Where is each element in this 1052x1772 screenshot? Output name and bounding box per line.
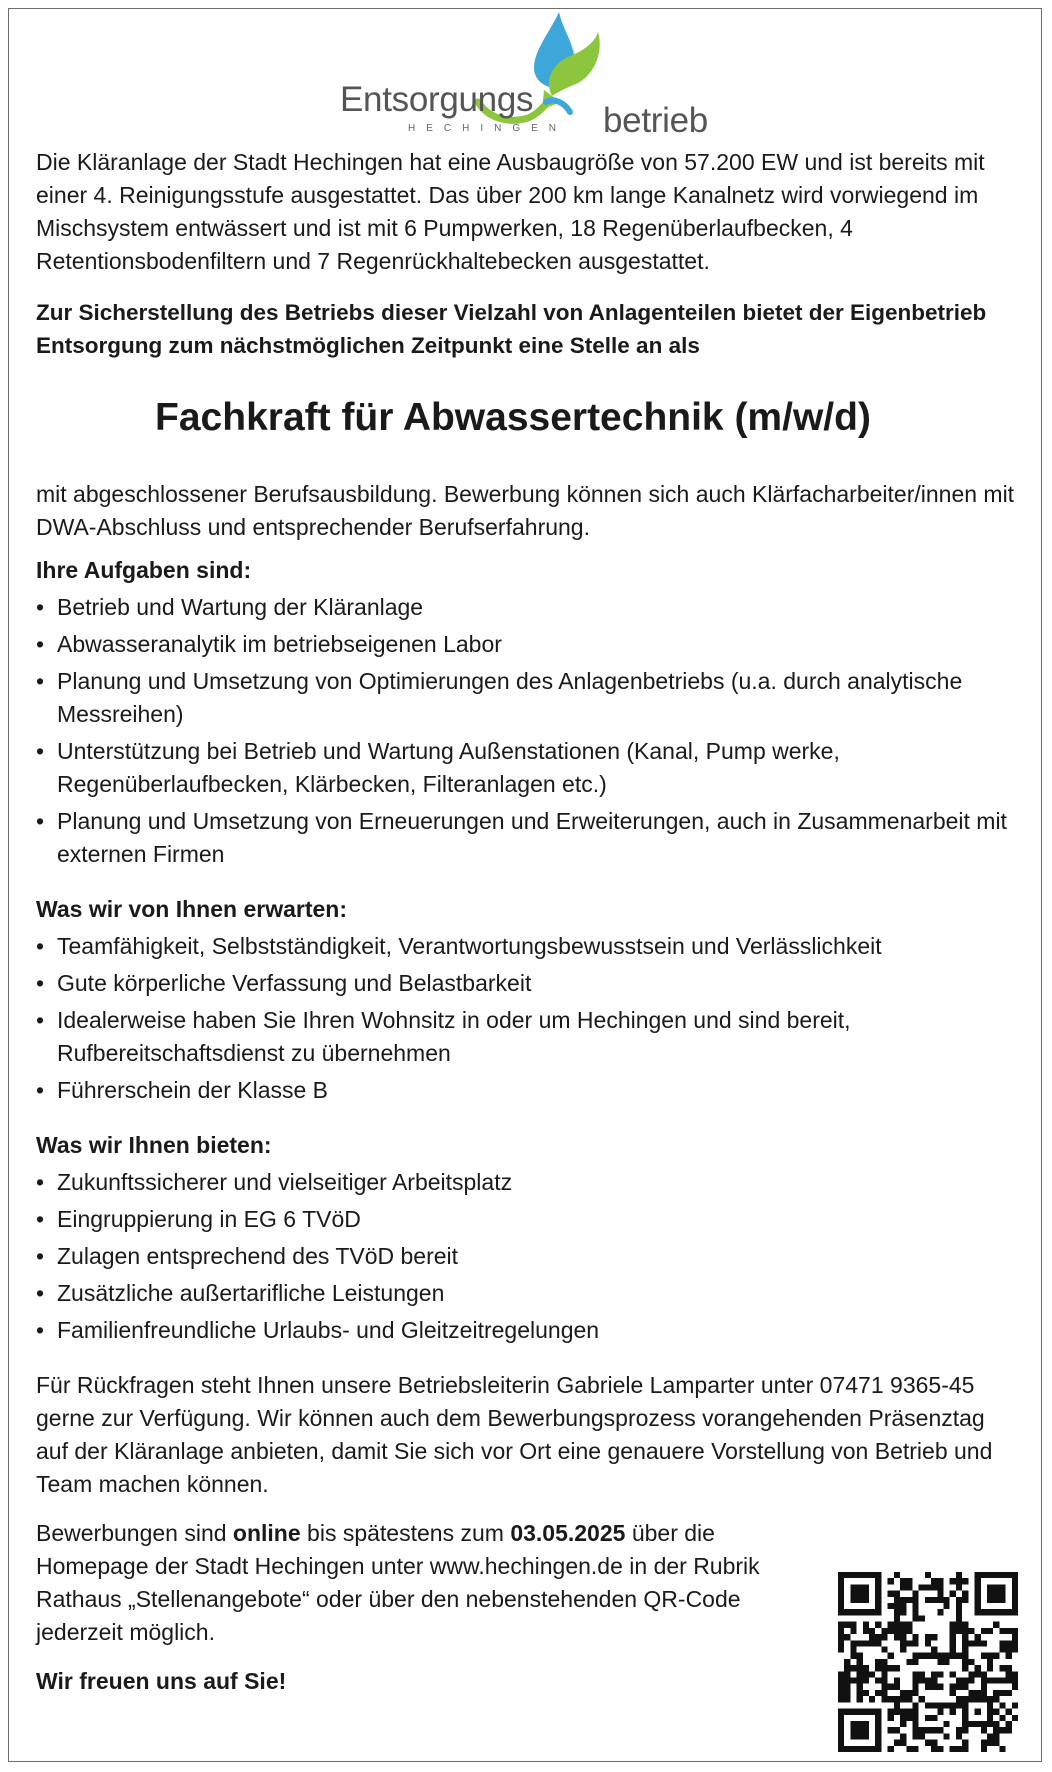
offer-list	[36, 1166, 1020, 1347]
list-item: • Gute körperliche Verfassung und Belastbarkeit	[36, 970, 532, 996]
deadline-date: 03.05.2025	[510, 1520, 626, 1546]
logo	[338, 10, 718, 140]
tasks-list	[36, 591, 1020, 871]
offer-heading: Was wir Ihnen bieten:	[36, 1132, 272, 1158]
list-item: • Idealerweise haben Sie Ihren Wohnsitz in oder um Hechingen und sind bereit, Rufbereitschaftsdienst zu übernehmen	[36, 1007, 851, 1066]
list-item: • Zusätzliche außertarifliche Leistungen	[36, 1280, 445, 1306]
list-item: • Betrieb und Wartung der Kläranlage	[36, 594, 424, 620]
logo-city: HECHINGEN	[408, 123, 568, 134]
list-item: • Führerschein der Klasse B	[36, 1077, 329, 1103]
list-item: • Unterstützung bei Betrieb und Wartung Außenstationen (Kanal, Pump werke, Regenüberlaufbecken, Klärbecken, Filteranlagen etc.)	[36, 738, 840, 797]
expect-list	[36, 930, 1020, 1107]
list-item: • Planung und Umsetzung von Optimierungen des Anlagenbetriebs (u.a. durch analytische Messreihen)	[36, 668, 963, 727]
ad-content	[36, 146, 1020, 1698]
closing-line: Wir freuen uns auf Sie!	[36, 1668, 287, 1694]
expect-heading: Was wir von Ihnen erwarten:	[36, 896, 347, 922]
list-item: • Teamfähigkeit, Selbstständigkeit, Verantwortungsbewusstsein und Verlässlichkeit	[36, 933, 882, 959]
intro-paragraph: Die Kläranlage der Stadt Hechingen hat eine Ausbaugröße von 57.200 EW und ist bereits mit einer 4. Reinigungsstufe ausgestattet. Das über 200 km lange Kanalnetz wird vorwiegend im Mischsystem entwässert und ist mit 6 Pumpwerken, 18 Regenüberlaufbecken, 4 Retentionsbodenfiltern und 7 Regenrückhaltebecken ausgestattet.	[36, 149, 985, 274]
list-item: • Familienfreundliche Urlaubs- und Gleitzeitregelungen	[36, 1317, 600, 1343]
logo-word-entsorgungs: Entsorgungs	[340, 80, 534, 119]
qr-code[interactable]	[838, 1572, 1018, 1752]
online-emphasis: online	[232, 1520, 301, 1546]
expect-section	[36, 893, 1020, 1107]
contact-paragraph: Für Rückfragen steht Ihnen unsere Betriebsleiterin Gabriele Lamparter unter 07471 9365-45 gerne zur Verfügung. Wir können auch dem Bewerbungsprozess vorangehenden Präsenztag auf der Kläranlage anbieten, damit Sie sich vor Ort eine genauere Vorstellung von Betrieb und Team machen können.	[36, 1372, 993, 1497]
list-item: • Planung und Umsetzung von Erneuerungen und Erweiterungen, auch in Zusammenarbeit mit externen Firmen	[36, 808, 1007, 867]
list-item: • Abwasseranalytik im betriebseigenen Labor	[36, 631, 502, 657]
lead-paragraph: Zur Sicherstellung des Betriebs dieser Vielzahl von Anlagenteilen bietet der Eigenbetrieb Entsorgung zum nächstmöglichen Zeitpunkt eine Stelle an als	[36, 300, 987, 358]
list-item: • Eingruppierung in EG 6 TVöD	[36, 1206, 361, 1232]
apply-paragraph: Bewerbungen sind online bis spätestens zum 03.05.2025 über die Homepage der Stadt Hechingen unter www.hechingen.de in der Rubrik Rathaus „Stellenangebote“ oder über den nebenstehenden QR-Code jederzeit möglich.	[36, 1520, 760, 1645]
tasks-heading: Ihre Aufgaben sind:	[36, 557, 252, 583]
list-item: • Zulagen entsprechend des TVöD bereit	[36, 1243, 459, 1269]
logo-word-betrieb: betrieb	[603, 101, 708, 140]
offer-section	[36, 1129, 1020, 1347]
job-title: Fachkraft für Abwassertechnik (m/w/d)	[155, 396, 871, 439]
qualification-paragraph: mit abgeschlossener Berufsausbildung. Bewerbung können sich auch Klärfacharbeiter/innen mit DWA-Abschluss und entsprechender Berufserfahrung.	[36, 481, 1015, 540]
tasks-section	[36, 554, 1020, 871]
list-item: • Zukunftssicherer und vielseitiger Arbeitsplatz	[36, 1169, 513, 1195]
